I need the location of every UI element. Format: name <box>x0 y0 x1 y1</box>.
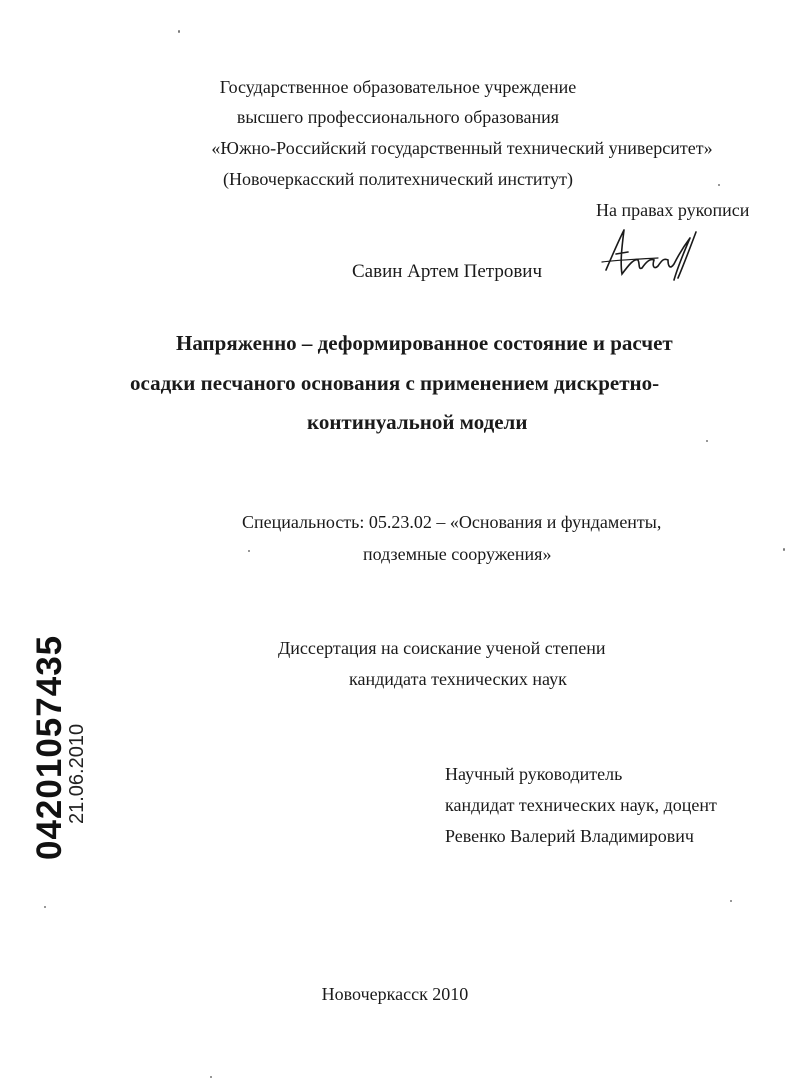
dissertation-line-2: кандидата технических наук <box>349 669 567 689</box>
supervisor-role: Научный руководитель <box>445 764 623 784</box>
scan-speck <box>248 550 250 552</box>
scan-speck <box>706 440 708 442</box>
library-stamp-number: 04201057435 <box>30 634 69 860</box>
supervisor-degree: кандидат технических наук, доцент <box>445 795 717 815</box>
scan-speck <box>44 906 46 908</box>
institution-line-2: высшего профессионального образования <box>236 107 560 127</box>
place-year: Новочеркасск 2010 <box>321 984 469 1004</box>
scan-speck <box>718 184 720 186</box>
title-line-2: осадки песчаного основания с применением дискретно- <box>130 371 660 395</box>
institution-line-3: «Южно-Российский государственный технический университет» <box>211 138 713 158</box>
scan-speck <box>210 1076 212 1078</box>
institution-line-1: Государственное образовательное учреждение <box>219 77 577 97</box>
title-line-3: континуальной модели <box>307 410 528 434</box>
dissertation-line-1: Диссертация на соискание ученой степени <box>278 638 606 658</box>
signature-icon <box>598 218 718 288</box>
scan-speck <box>783 548 785 551</box>
scan-speck <box>178 30 180 33</box>
institution-line-4: (Новочеркасский политехнический институт) <box>222 169 574 189</box>
specialty-line-2: подземные сооружения» <box>363 544 552 564</box>
scan-speck <box>730 900 732 902</box>
title-line-1: Напряженно – деформированное состояние и расчет <box>176 331 673 355</box>
specialty-line-1: Специальность: 05.23.02 – «Основания и фундаменты, <box>242 512 662 532</box>
library-stamp-date: 21.06.2010 <box>66 723 88 824</box>
supervisor-name: Ревенко Валерий Владимирович <box>445 826 694 846</box>
manuscript-note: На правах рукописи <box>596 200 750 220</box>
author-name: Савин Артем Петрович <box>352 261 543 282</box>
